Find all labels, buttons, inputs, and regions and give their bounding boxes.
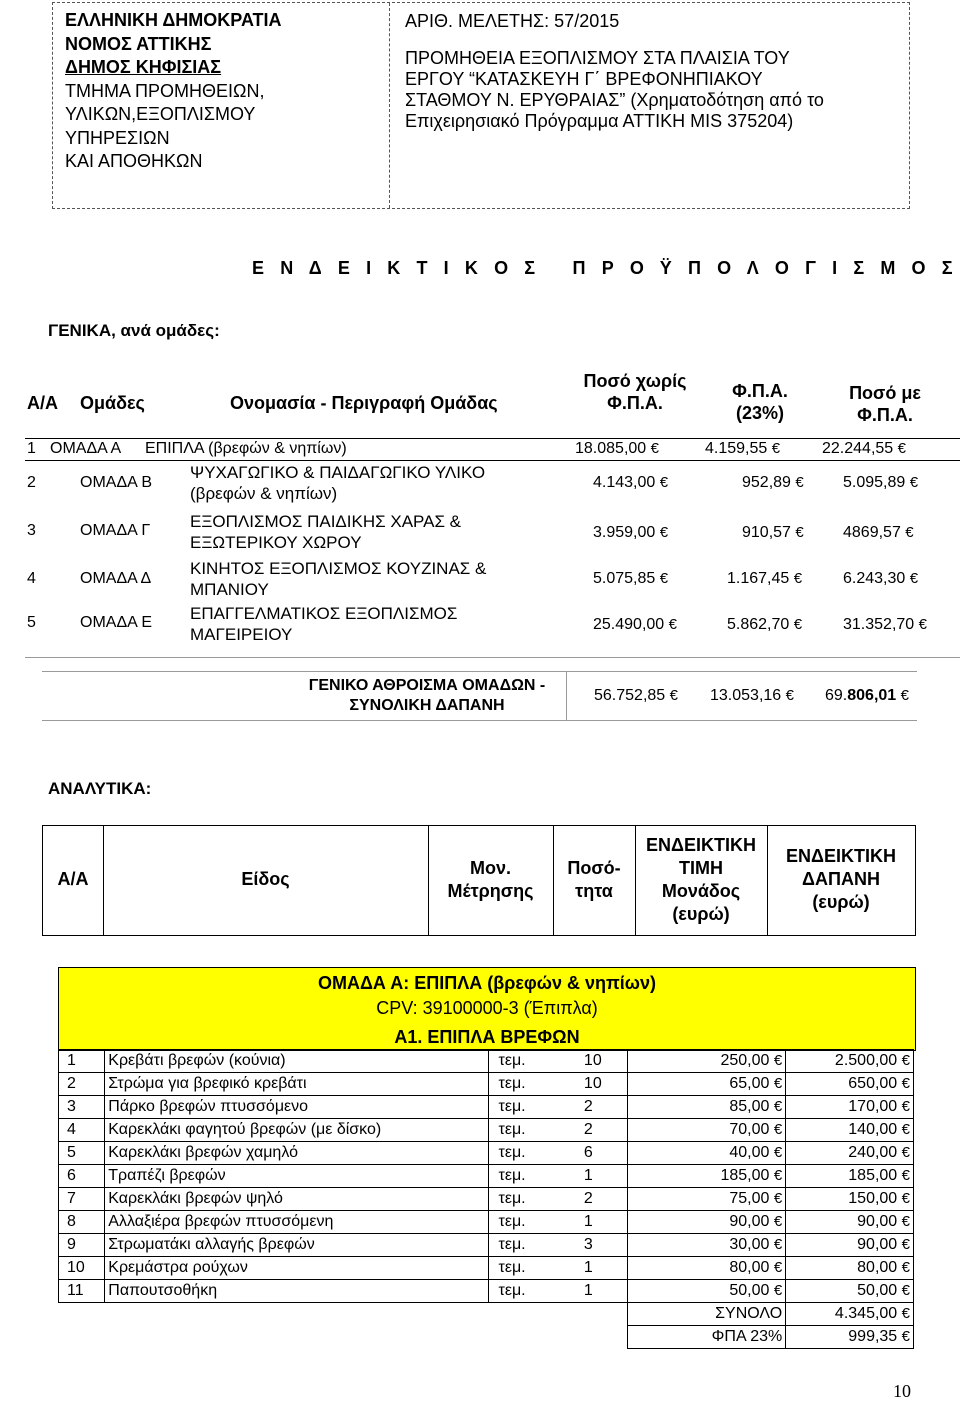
item-description: Καρεκλάκι βρεφών ψηλό	[105, 1188, 488, 1211]
row-net: 25.490,00 €	[593, 616, 677, 633]
table-row	[59, 1234, 914, 1257]
item-number: 5	[59, 1142, 105, 1165]
row-group: ΟΜΑΔΑ Β	[80, 474, 153, 491]
row-aa: 3	[27, 522, 36, 539]
row-vat: 952,89 €	[742, 474, 804, 491]
vat-row-label: ΦΠΑ 23%	[628, 1326, 786, 1349]
col-unit-price: ΕΝΔΕΙΚΤΙΚΗ ΤΙΜΗ Μονάδος (ευρώ)	[646, 835, 756, 924]
col-desc: Ονομασία - Περιγραφή Ομάδας	[230, 393, 498, 413]
item-description: Κρεμάστρα ρούχων	[105, 1257, 488, 1280]
subtotal-row-label: ΣΥΝΟΛΟ	[628, 1303, 786, 1326]
page-number: 10	[893, 1381, 911, 1401]
row-net: 3.959,00 €	[593, 524, 669, 541]
item-unit-price: 65,00 €	[628, 1073, 786, 1096]
analytic-header	[42, 825, 916, 936]
row-gross: 5.095,89 €	[843, 474, 919, 491]
item-unit-price: 85,00 €	[628, 1096, 786, 1119]
item-quantity: 3	[562, 1234, 628, 1257]
item-description: Στρώμα για βρεφικό κρεβάτι	[105, 1073, 488, 1096]
row-gross: 6.243,30 €	[843, 570, 919, 587]
item-unit-price: 80,00 €	[628, 1257, 786, 1280]
item-unit-price: 70,00 €	[628, 1119, 786, 1142]
item-quantity: 1	[562, 1280, 628, 1303]
item-quantity: 10	[562, 1050, 628, 1073]
subtotal-row	[59, 1303, 914, 1326]
table-row	[59, 1119, 914, 1142]
item-unit-price: 250,00 €	[628, 1050, 786, 1073]
item-description: Κρεβάτι βρεφών (κούνια)	[105, 1050, 488, 1073]
row-net: 5.075,85 €	[593, 570, 669, 587]
col-groups: Ομάδες	[80, 393, 145, 413]
study-number: ΑΡΙΘ. ΜΕΛΕΤΗΣ: 57/2015	[405, 11, 620, 31]
table-row	[59, 1211, 914, 1234]
project-line: ΠΡΟΜΗΘΕΙΑ ΕΞΟΠΛΙΣΜΟΥ ΣΤΑ ΠΛΑΙΣΙΑ ΤΟΥ	[405, 48, 790, 68]
grand-total-box	[42, 671, 917, 721]
summary-divider	[25, 657, 960, 658]
item-number: 11	[59, 1280, 105, 1303]
item-unit: τεμ.	[488, 1280, 562, 1303]
row-vat: 910,57 €	[742, 524, 804, 541]
project-description	[405, 48, 895, 132]
col-unit: Μον. Μέτρησης	[447, 858, 534, 901]
item-total: 650,00 €	[786, 1073, 914, 1096]
general-label: ΓΕΝΙΚΑ, ανά ομάδες:	[48, 321, 220, 340]
item-unit-price: 75,00 €	[628, 1188, 786, 1211]
item-unit-price: 50,00 €	[628, 1280, 786, 1303]
subtotal-row-value: 4.345,00 €	[786, 1303, 914, 1326]
row-aa: 5	[27, 614, 36, 631]
item-quantity: 1	[562, 1211, 628, 1234]
page-title: Ε Ν Δ Ε Ι Κ Τ Ι Κ Ο Σ Π Ρ Ο Ϋ Π Ο Λ Ο Γ Ι Σ Μ Ο Σ	[252, 258, 959, 278]
item-number: 4	[59, 1119, 105, 1142]
authority-line: ΚΑΙ ΑΠΟΘΗΚΩΝ	[65, 151, 203, 171]
vat-row	[59, 1326, 914, 1349]
item-description: Καρεκλάκι φαγητού βρεφών (με δίσκο)	[105, 1119, 488, 1142]
item-number: 6	[59, 1165, 105, 1188]
analytic-label: ΑΝΑΛΥΤΙΚΑ:	[48, 779, 152, 798]
authority-line: ΔΗΜΟΣ ΚΗΦΙΣΙΑΣ	[65, 57, 222, 77]
table-row	[59, 1073, 914, 1096]
item-description: Αλλαξιέρα βρεφών πτυσσόμενη	[105, 1211, 488, 1234]
row-desc: ΨΥΧΑΓΩΓΙΚΟ & ΠΑΙΔΑΓΩΓΙΚΟ ΥΛΙΚΟ (βρεφών & νηπίων)	[190, 463, 486, 503]
item-unit-price: 40,00 €	[628, 1142, 786, 1165]
item-quantity: 2	[562, 1119, 628, 1142]
row-gross: 4869,57 €	[843, 524, 914, 541]
item-total: 140,00 €	[786, 1119, 914, 1142]
row-desc: ΕΞΟΠΛΙΣΜΟΣ ΠΑΙΔΙΚΗΣ ΧΑΡΑΣ & ΕΞΩΤΕΡΙΚΟΥ ΧΩΡΟΥ	[190, 512, 462, 552]
item-total: 240,00 €	[786, 1142, 914, 1165]
table-row	[59, 1188, 914, 1211]
row-group: ΟΜΑΔΑ Ε	[80, 614, 153, 631]
item-quantity: 10	[562, 1073, 628, 1096]
item-unit: τεμ.	[488, 1234, 562, 1257]
project-block	[405, 11, 895, 132]
item-number: 2	[59, 1073, 105, 1096]
row-net: 4.143,00 €	[593, 474, 669, 491]
item-total: 185,00 €	[786, 1165, 914, 1188]
group-subtitle: Α1. ΕΠΙΠΛΑ ΒΡΕΦΩΝ	[394, 1027, 580, 1047]
item-description: Παπουτσοθήκη	[105, 1280, 488, 1303]
item-number: 3	[59, 1096, 105, 1119]
authority-line: ΝΟΜΟΣ ΑΤΤΙΚΗΣ	[65, 33, 212, 54]
col-cost: ΕΝΔΕΙΚΤΙΚΗ ΔΑΠΑΝΗ (ευρώ)	[786, 846, 896, 912]
grand-total-gross: 69.806,01 €	[825, 687, 909, 704]
header-box	[52, 2, 910, 209]
items-table	[58, 1049, 914, 1349]
row-group: ΟΜΑΔΑ Γ	[80, 522, 151, 539]
item-number: 8	[59, 1211, 105, 1234]
group-a-banner	[58, 967, 916, 1051]
table-row	[59, 1280, 914, 1303]
item-total: 150,00 €	[786, 1188, 914, 1211]
item-unit: τεμ.	[488, 1211, 562, 1234]
row-aa: 1	[27, 440, 36, 457]
vat-row-value: 999,35 €	[786, 1326, 914, 1349]
item-number: 9	[59, 1234, 105, 1257]
item-unit: τεμ.	[488, 1257, 562, 1280]
grand-total-vat: 13.053,16 €	[710, 687, 794, 704]
col-net: Ποσό χωρίς Φ.Π.Α.	[583, 371, 687, 413]
item-unit: τεμ.	[488, 1142, 562, 1165]
authority-line: ΤΜΗΜΑ ΠΡΟΜΗΘΕΙΩΝ,	[65, 80, 265, 101]
item-total: 80,00 €	[786, 1257, 914, 1280]
project-line: Επιχειρησιακό Πρόγραμμα ΑΤΤΙΚΗ MIS 375204)	[405, 111, 794, 131]
item-quantity: 2	[562, 1096, 628, 1119]
item-unit-price: 30,00 €	[628, 1234, 786, 1257]
item-unit: τεμ.	[488, 1188, 562, 1211]
summary-row	[25, 438, 960, 461]
item-description: Καρεκλάκι βρεφών χαμηλό	[105, 1142, 488, 1165]
authority-line: ΥΠΗΡΕΣΙΩΝ	[65, 127, 170, 148]
blank-cell	[59, 1326, 628, 1349]
col-item: Είδος	[241, 869, 290, 889]
item-quantity: 6	[562, 1142, 628, 1165]
table-row	[59, 1050, 914, 1073]
item-description: Πάρκο βρεφών πτυσσόμενο	[105, 1096, 488, 1119]
group-cpv: CPV: 39100000-3 (Έπιπλα)	[376, 998, 598, 1018]
row-group: ΟΜΑΔΑ Α	[50, 440, 122, 457]
project-line: ΕΡΓΟΥ “ΚΑΤΑΣΚΕΥΗ Γ΄ ΒΡΕΦΟΝΗΠΙΑΚΟΥ	[405, 69, 763, 89]
group-title: ΟΜΑΔΑ Α: ΕΠΙΠΛΑ (βρεφών & νηπίων)	[317, 973, 657, 993]
grand-total-divider	[566, 672, 567, 720]
item-unit-price: 185,00 €	[628, 1165, 786, 1188]
row-vat: 4.159,55 €	[705, 440, 781, 457]
col-aa: Α/Α	[57, 869, 89, 889]
item-quantity: 1	[562, 1257, 628, 1280]
item-unit: τεμ.	[488, 1119, 562, 1142]
item-description: Στρωματάκι αλλαγής βρεφών	[105, 1234, 488, 1257]
item-total: 90,00 €	[786, 1211, 914, 1234]
authority-line: ΕΛΛΗΝΙΚΗ ΔΗΜΟΚΡΑΤΙΑ	[65, 10, 282, 30]
row-gross: 31.352,70 €	[843, 616, 927, 633]
col-qty: Ποσό- τητα	[567, 858, 621, 901]
item-number: 10	[59, 1257, 105, 1280]
row-gross: 22.244,55 €	[822, 440, 906, 457]
row-aa: 4	[27, 570, 36, 587]
table-row	[59, 1096, 914, 1119]
table-row	[59, 1142, 914, 1165]
item-unit: τεμ.	[488, 1073, 562, 1096]
blank-cell	[59, 1303, 628, 1326]
item-unit: τεμ.	[488, 1096, 562, 1119]
item-unit-price: 90,00 €	[628, 1211, 786, 1234]
item-total: 170,00 €	[786, 1096, 914, 1119]
authority-line: ΥΛΙΚΩΝ,ΕΞΟΠΛΙΣΜΟΥ	[65, 104, 256, 124]
item-unit: τεμ.	[488, 1165, 562, 1188]
row-desc: ΕΠΙΠΛΑ (βρεφών & νηπίων)	[145, 440, 347, 457]
row-desc: ΕΠΑΓΓΕΛΜΑΤΙΚΟΣ ΕΞΟΠΛΙΣΜΟΣ ΜΑΓΕΙΡΕΙΟΥ	[190, 604, 458, 644]
grand-total-net: 56.752,85 €	[594, 687, 678, 704]
item-total: 90,00 €	[786, 1234, 914, 1257]
item-number: 1	[59, 1050, 105, 1073]
row-vat: 5.862,70 €	[727, 616, 803, 633]
col-gross: Ποσό με Φ.Π.Α.	[849, 383, 921, 425]
item-description: Τραπέζι βρεφών	[105, 1165, 488, 1188]
row-vat: 1.167,45 €	[727, 570, 803, 587]
col-aa: Α/Α	[27, 393, 58, 413]
item-total: 50,00 €	[786, 1280, 914, 1303]
item-total: 2.500,00 €	[786, 1050, 914, 1073]
table-row	[59, 1165, 914, 1188]
item-unit: τεμ.	[488, 1050, 562, 1073]
project-line: ΣΤΑΘΜΟΥ Ν. ΕΡΥΘΡΑΙΑΣ” (Χρηματοδότηση από το	[405, 90, 824, 110]
item-quantity: 1	[562, 1165, 628, 1188]
row-desc: ΚΙΝΗΤΟΣ ΕΞΟΠΛΙΣΜΟΣ ΚΟΥΖΙΝΑΣ & ΜΠΑΝΙΟΥ	[190, 559, 487, 599]
grand-total-label: ΓΕΝΙΚΟ ΑΘΡΟΙΣΜΑ ΟΜΑΔΩΝ - ΣΥΝΟΛΙΚΗ ΔΑΠΑΝΗ	[308, 677, 546, 714]
header-divider	[389, 3, 390, 208]
col-vat: Φ.Π.Α. (23%)	[732, 381, 788, 423]
row-aa: 2	[27, 474, 36, 491]
table-row	[59, 1257, 914, 1280]
row-group: ΟΜΑΔΑ Δ	[80, 570, 152, 587]
item-quantity: 2	[562, 1188, 628, 1211]
item-number: 7	[59, 1188, 105, 1211]
authority-block	[65, 9, 383, 174]
row-net: 18.085,00 €	[575, 440, 659, 457]
